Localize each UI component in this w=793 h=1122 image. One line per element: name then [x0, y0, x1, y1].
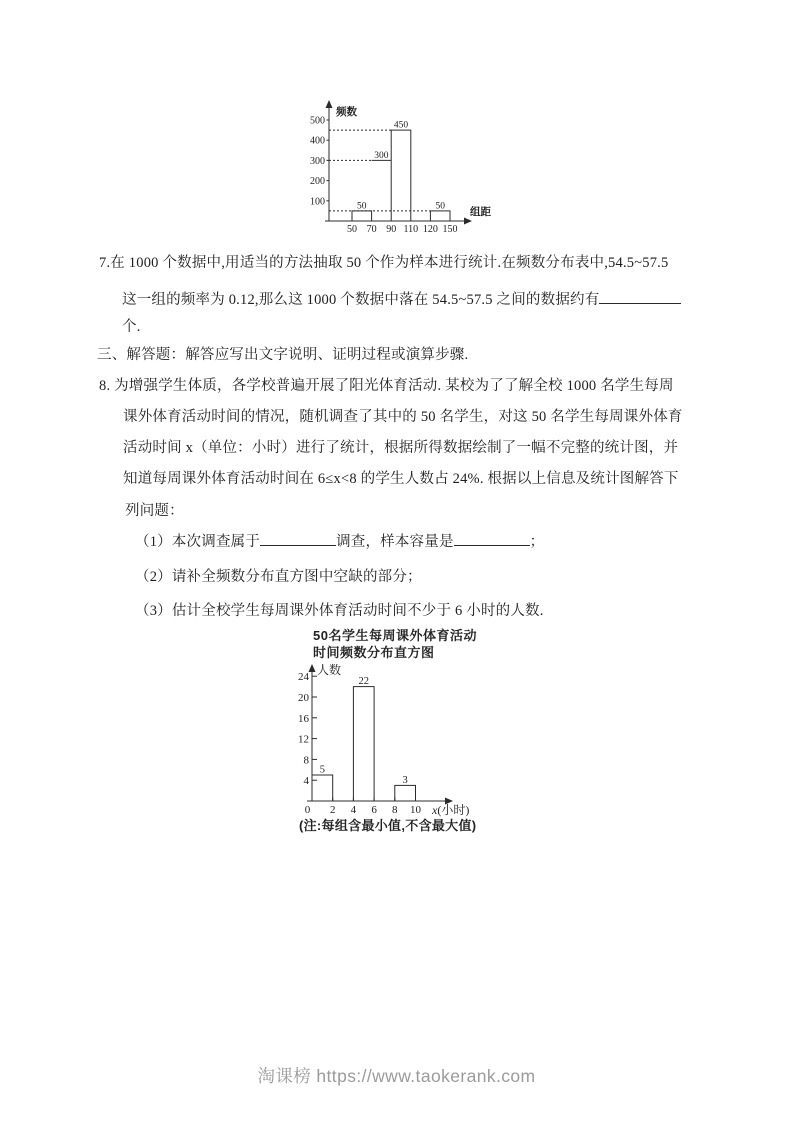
question8-sub1-mid: 调查，样本容量是	[336, 534, 454, 550]
svg-text:110: 110	[403, 224, 419, 235]
svg-text:450: 450	[393, 120, 409, 131]
section3-header: 三、解答题：解答应写出文字说明、证明过程或演算步骤.	[97, 347, 469, 363]
answer-blank-q7	[599, 289, 681, 304]
svg-text:10: 10	[410, 804, 421, 816]
svg-text:150: 150	[442, 224, 458, 235]
svg-text:100: 100	[310, 196, 325, 208]
question8-line3: 活动时间 x（单位：小时）进行了统计，根据所得数据绘制了一幅不完整的统计图，并	[123, 440, 679, 456]
svg-text:300: 300	[374, 150, 389, 161]
svg-text:2: 2	[329, 804, 336, 816]
svg-text:0: 0	[304, 804, 311, 816]
question8-sub1-pre: （1）本次调查属于	[135, 534, 261, 550]
answer-blank-sub1a	[260, 531, 336, 546]
chart2-figure	[280, 660, 495, 820]
chart2-note: (注:每组含最小值,不含最大值)	[299, 818, 477, 833]
frequency-histogram-chart	[300, 95, 515, 245]
svg-text:50: 50	[357, 201, 367, 212]
svg-text:8: 8	[303, 754, 309, 767]
svg-text:120: 120	[422, 224, 438, 235]
svg-text:400: 400	[310, 135, 325, 147]
svg-text:3: 3	[402, 774, 408, 786]
question7-line2	[122, 288, 681, 309]
question8-sub1	[135, 530, 544, 551]
svg-text:5: 5	[319, 764, 325, 776]
chart2-title	[313, 627, 477, 661]
question8-sub1-end: ；	[529, 534, 545, 550]
svg-text:16: 16	[298, 712, 309, 725]
svg-text:频数: 频数	[336, 107, 357, 118]
chart2-title-line1: 50名学生每周课外体育活动	[313, 628, 477, 643]
svg-text:4: 4	[350, 804, 357, 816]
question7-line1: 7.在 1000 个数据中,用适当的方法抽取 50 个作为样本进行统计.在频数分布表中,54.5~57.5	[99, 255, 669, 271]
answer-blank-sub1b	[454, 531, 530, 546]
svg-text:12: 12	[298, 733, 309, 746]
svg-text:22: 22	[358, 676, 369, 688]
svg-text:8: 8	[392, 804, 398, 816]
svg-text:90: 90	[386, 224, 397, 235]
svg-text:x(小时): x(小时)	[432, 803, 470, 817]
svg-text:6: 6	[371, 804, 377, 816]
question8-line2: 课外体育活动时间的情况，随机调查了其中的 50 名学生，对这 50 名学生每周课外体育	[123, 409, 683, 425]
question8-line1: 8. 为增强学生体质，各学校普遍开展了阳光体育活动. 某校为了了解全校 1000 名学生每周	[99, 378, 674, 394]
question7-line2-text: 这一组的频率为 0.12,那么这 1000 个数据中落在 54.5~57.5 之间的数据约有	[122, 292, 600, 308]
question7-line3: 个.	[122, 319, 141, 335]
chart1-figure	[300, 95, 515, 245]
question8-sub2: （2）请补全频数分布直方图中空缺的部分；	[135, 569, 422, 585]
svg-text:50: 50	[347, 224, 357, 235]
question8-line4: 知道每周课外体育活动时间在 6≤x<8 的学生人数占 24%. 根据以上信息及统计图解答下	[123, 471, 679, 487]
question8-sub3: （3）估计全校学生每周课外体育活动时间不少于 6 小时的人数.	[135, 603, 544, 619]
footer	[0, 1063, 793, 1088]
svg-text:4: 4	[303, 775, 309, 788]
svg-text:人数: 人数	[317, 663, 342, 677]
chart2-title-line2: 时间频数分布直方图	[313, 645, 435, 660]
svg-text:500: 500	[310, 115, 325, 127]
svg-text:24: 24	[298, 671, 309, 684]
svg-text:50: 50	[435, 201, 445, 212]
svg-text:300: 300	[310, 155, 325, 167]
svg-text:70: 70	[366, 224, 377, 235]
activity-time-histogram-chart	[280, 660, 495, 820]
svg-text:20: 20	[298, 692, 309, 704]
svg-text:组距: 组距	[470, 207, 491, 218]
question8-line5: 列问题：	[125, 503, 184, 519]
svg-text:200: 200	[310, 176, 325, 188]
footer-link[interactable]: 淘课榜 https://www.taokerank.com	[257, 1066, 536, 1086]
